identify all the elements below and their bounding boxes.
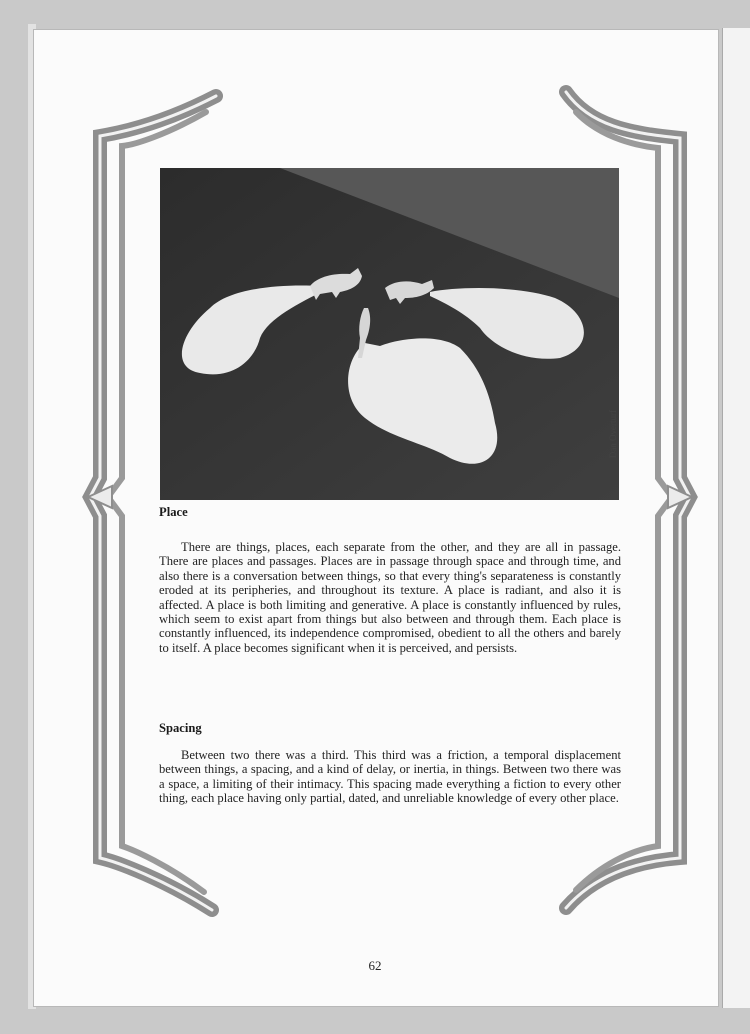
section-body-place: There are things, places, each separate from the other, and they are all in passage. There are places and passages. Places are in passage through space and through time, and also there is a conversation between things, so that every thing's separateness is constantly eroded at its peripheries, and throughout its texture. A place is radiant, and also it is affected. A place is both limiting and generative. A place is constantly influenced by rules, which seem to exist apart from things but also between and through them. Each place is constantly influenced, its independence compromised, obedient to all the others and barely to itself. A place becomes significant when it is perceived, and persists.	[159, 540, 621, 655]
photo-credit: Dan Overturf	[608, 410, 618, 459]
section-heading-spacing: Spacing	[159, 721, 202, 735]
section-body-spacing: Between two there was a third. This third was a friction, a temporal displacement between things, a spacing, and a kind of delay, or inertia, in things. Between two there was a space, a limiting of their intimacy. This spacing made everything a fiction to every other thing, each place having only partial, dated, and unreliable knowledge of every other place.	[159, 748, 621, 806]
page-number: 62	[368, 958, 382, 973]
section-heading-place: Place	[159, 505, 188, 519]
photograph	[160, 168, 619, 500]
photo-scene	[160, 168, 619, 500]
